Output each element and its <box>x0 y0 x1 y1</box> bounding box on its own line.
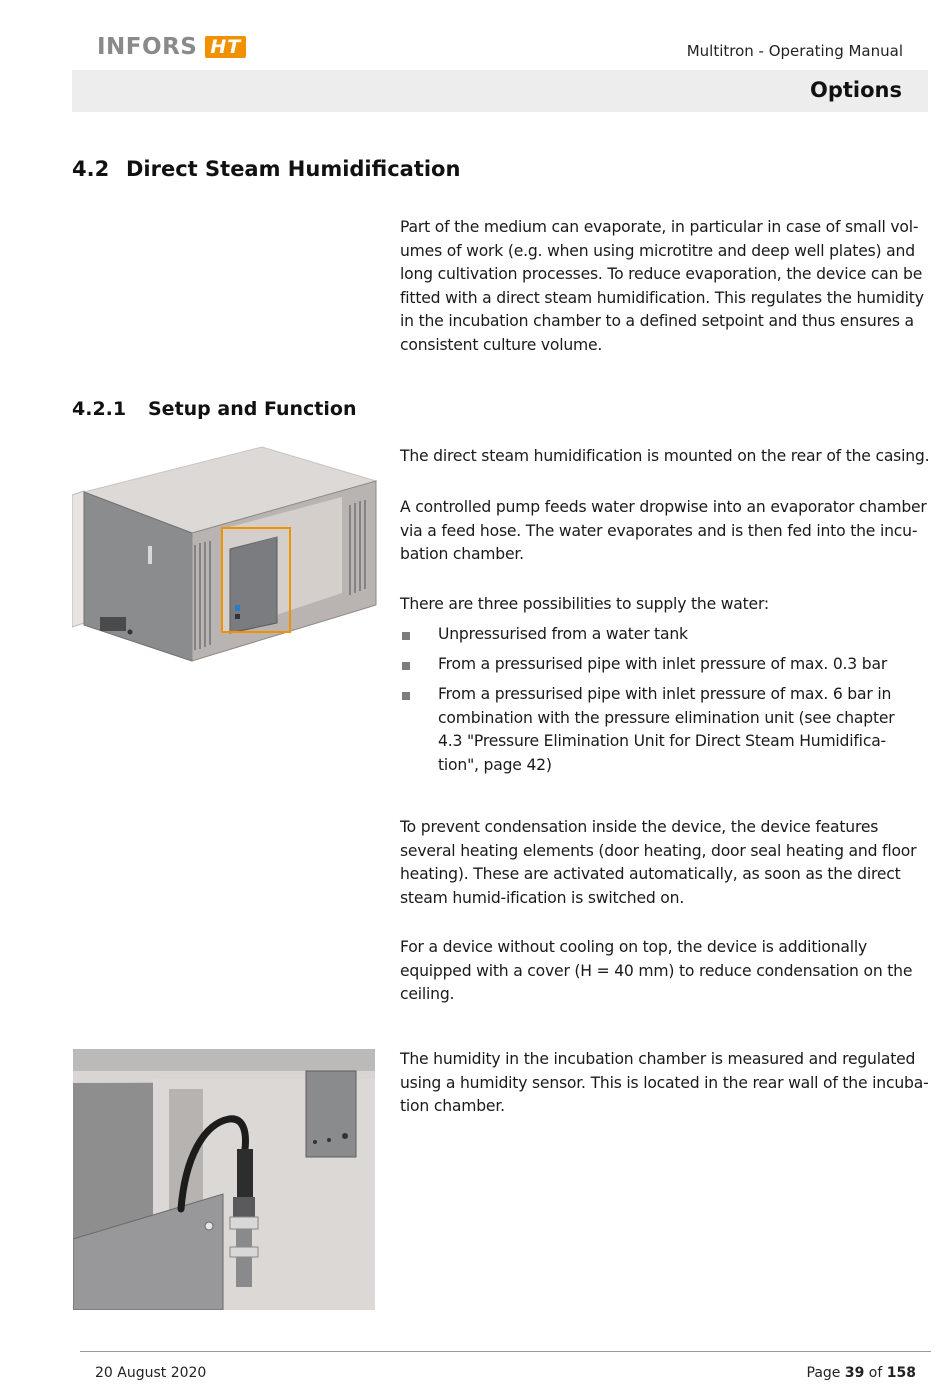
footer-date: 20 August 2020 <box>95 1365 207 1381</box>
paragraph-humidity-sensor: The humidity in the incubation chamber is measured and regulated using a humidity sensor. This is located in the rear wall of the incuba-tion chamber. <box>400 1050 929 1116</box>
list-item: From a pressurised pipe with inlet pressure of max. 6 bar in combination with the pressure elimination unit (see chapter 4.3 "Pressure Elimination Unit for Direct Steam Humidifica-tion", page 42) <box>400 683 910 777</box>
paragraph-pump: A controlled pump feeds water dropwise into an evaporator chamber via a feed hose. The water evaporates and is then fed into the incu-bation chamber. <box>400 498 927 564</box>
paragraph-mounting: The direct steam humidification is mounted on the rear of the casing. <box>400 447 930 465</box>
bullet-square-icon <box>402 662 410 670</box>
page-number: Page 39 of 158 <box>806 1365 916 1381</box>
chapter-title: Options <box>810 78 902 102</box>
infors-ht-logo <box>97 34 246 60</box>
section-number: 4.2 <box>72 157 110 181</box>
footer-divider <box>80 1351 931 1352</box>
section-title: Direct Steam Humidification <box>126 157 461 181</box>
intro-paragraph: Part of the medium can evaporate, in particular in case of small vol-umes of work (e.g. when using microtitre and deep well plates) and long cultivation processes. To reduce evaporation, the device can be fitted with a direct steam humidification. This regulates the humidity in the incubation chamber to a defined setpoint and thus ensures a consistent culture volume. <box>400 218 924 354</box>
paragraph-condensation: To prevent condensation inside the device, the device features several heating elements (door heating, door seal heating and floor heating). These are activated automatically, as soon as the direct steam humid-ification is switched on. <box>400 818 917 907</box>
device-rear-illustration <box>72 445 380 663</box>
section-heading <box>72 157 460 181</box>
chapter-banner <box>72 70 928 112</box>
bullet-square-icon <box>402 632 410 640</box>
manual-title: Multitron - Operating Manual <box>686 42 903 60</box>
subsection-number: 4.2.1 <box>72 398 127 420</box>
logo-wordmark: INFORS <box>97 34 198 60</box>
bullet-square-icon <box>402 692 410 700</box>
current-page: 39 <box>844 1365 865 1381</box>
logo-ht-mark: HT <box>205 36 246 58</box>
list-item: Unpressurised from a water tank <box>400 623 910 647</box>
list-item: From a pressurised pipe with inlet pressure of max. 0.3 bar <box>400 653 910 677</box>
supply-options-list <box>400 623 910 784</box>
paragraph-supply-intro: There are three possibilities to supply the water: <box>400 595 769 613</box>
subsection-heading <box>72 398 356 420</box>
humidity-sensor-illustration <box>73 1049 375 1310</box>
subsection-title: Setup and Function <box>148 398 357 420</box>
total-pages: 158 <box>886 1365 916 1381</box>
paragraph-cover: For a device without cooling on top, the device is additionally equipped with a cover (H = 40 mm) to reduce condensation on the ceiling. <box>400 938 913 1004</box>
